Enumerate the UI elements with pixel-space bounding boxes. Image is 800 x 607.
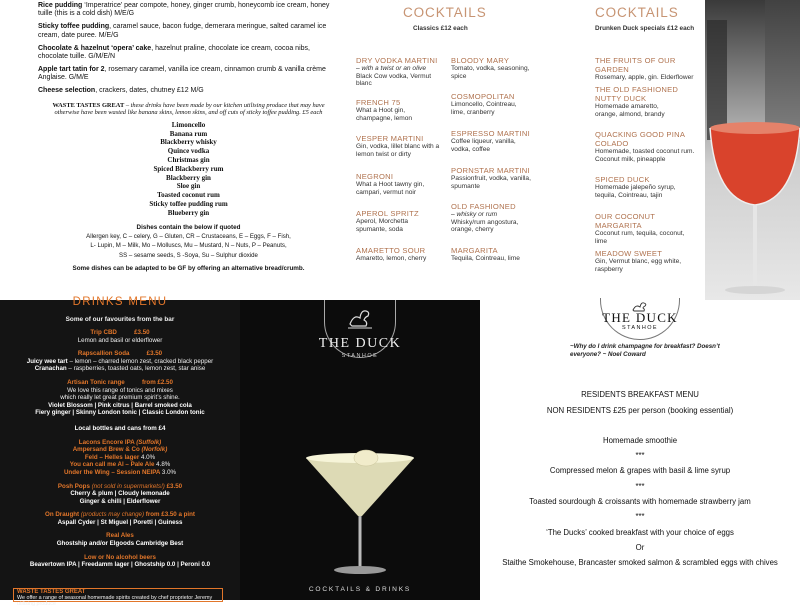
course-separator: *** — [635, 451, 645, 460]
on-draught-section: On Draught (products may change) from £3.50 a pint Aspall Cyder | St Miguel | Poretti | Guiness — [45, 511, 195, 526]
cocktail-item: OUR COCONUT MARGARITA Coconut rum, tequila, coconut, lime — [595, 212, 685, 245]
drunken-duck-subtitle: Drunken Duck specials £12 each — [595, 25, 695, 32]
cocktail-item: APEROL SPRITZ Aperol, Morchetta spumante, soda — [356, 209, 419, 233]
logo-subtitle: STANHOE — [622, 325, 658, 331]
martini-glass-illustration — [300, 418, 420, 583]
spirit-item: Blackberry whisky — [160, 138, 217, 147]
waste-tastes-great-intro: WASTE TASTES GREAT – these drinks have been made by our kitchen utilising produce that may have otherwise have been wasted like banana skins, lemon skins, and off cuts of sticky toffee pudding. £5 each — [52, 101, 325, 117]
breakfast-heading: RESIDENTS BREAKFAST MENU — [581, 390, 699, 399]
spirit-item: Banana rum — [169, 129, 208, 138]
local-bottles-list: Lacons Encore IPA (Suffolk) Ampersand Brew & Co (Norfolk) Feld – Helles lager 4.0% You can call me Al – Pale Ale 4.8% Under the Wing – Session NEIPA 3.0% — [63, 438, 177, 476]
breakfast-or: Or — [635, 543, 645, 552]
dessert-item: Apple tart tatin for 2, rosemary caramel, vanilla ice cream, cinnamon crumb & vanilla crème Anglaise. G/M/E — [38, 65, 326, 82]
artisan-tonic-section: Artisan Tonic range from £2.50 We love this range of tonics and mixes which really let great premium spirit’s shine. Violet Blossom | Pink citrus | Barrel smoked cola Fiery ginger | Skinny London tonic | Classic London tonic — [35, 378, 205, 417]
rapscallion-section: Rapscallion Soda £3.50 Juicy wee tart – lemon – charred lemon zest, cracked black pepper Cranachan – raspberries, toasted oats, lemon zest, star anise — [26, 350, 214, 373]
duck-logo-icon — [346, 306, 374, 330]
cocktail-item: VESPER MARTINI Gin, vodka, lillet blanc with a lemon twist or dirty — [356, 134, 440, 158]
classics-subtitle: Classics £12 each — [413, 25, 468, 32]
cocktail-item: SPICED DUCK Homemade jalepeño syrup, tequila, Cointreau, tajin — [595, 175, 676, 199]
cocktail-item: MEADOW SWEET Gin, Vermut blanc, egg white, raspberry — [595, 249, 682, 273]
course-separator: *** — [635, 512, 645, 521]
cocktail-item: MARGARITA Tequila, Cointreau, lime — [451, 246, 520, 262]
spirit-item: Blueberry gin — [167, 208, 210, 217]
cocktail-item: AMARETTO SOUR Amaretto, lemon, cherry — [356, 246, 427, 262]
spirit-item: Sloe gin — [176, 182, 201, 191]
spirit-item: Limoncello — [171, 120, 206, 129]
drinks-menu-title: DRINKS MENU — [72, 296, 168, 308]
cocktail-item: THE FRUITS OF OUR GARDEN Rosemary, apple, gin. Elderflower — [595, 56, 694, 81]
local-bottles-heading: Local bottles and cans from £4 — [74, 424, 166, 432]
cocktail-photo — [705, 0, 800, 300]
spirit-item: Spiced Blackberry rum — [153, 164, 224, 173]
logo-name: THE DUCK — [318, 336, 402, 351]
cocktail-item: NEGRONI What a Hoot tawny gin, campari, vermut noir — [356, 172, 425, 196]
real-ales-section: Real Ales Ghostship and/or Elgoods Cambridge Best — [56, 532, 184, 548]
breakfast-course: Toasted sourdough & croissants with homemade strawberry jam — [529, 497, 751, 506]
gluten-free-note: Some dishes can be adapted to be GF by offering an alternative bread/crumb. — [72, 265, 305, 273]
breakfast-menu-panel — [480, 300, 800, 600]
cocktail-item: FRENCH 75 What a Hoot gin, champagne, lemon — [356, 98, 413, 122]
spirit-item: Blackberry gin — [166, 173, 211, 182]
posh-pops-section: Posh Pops (not sold in supermarkets!) £3.50 Cherry & plum | Cloudy lemonade Ginger & chilli | Elderflower — [57, 482, 183, 505]
cocktail-item: ESPRESSO MARTINI Coffee liqueur, vanilla, vodka, coffee — [451, 129, 530, 153]
favourites-heading: Some of our favourites from the bar — [65, 316, 175, 323]
homemade-spirits-list — [38, 121, 339, 218]
cocktail-item: THE OLD FASHIONED NUTTY DUCK Homemade amaretto, orange, almond, brandy — [595, 85, 679, 118]
breakfast-course: Compressed melon & grapes with basil & lime syrup — [549, 466, 731, 475]
course-separator: *** — [635, 482, 645, 491]
cocktails-drinks-cover — [240, 300, 480, 600]
low-alcohol-section: Low or No alcohol beers Beavertown IPA | Freedamm lager | Ghostship 0.0 | Peroni 0.0 — [29, 553, 211, 569]
cocktail-item: BLOODY MARY Tomato, vodka, seasoning, spice — [451, 56, 530, 80]
cocktail-glass-illustration — [705, 0, 800, 300]
classics-title: COCKTAILS — [403, 5, 487, 20]
dessert-menu-panel — [0, 0, 345, 300]
dessert-item: Rice pudding ‘Imperatrice’ pear compote, honey, ginger crumb, honeycomb ice cream, honey tuille (this is a cold dish) M/E/G — [38, 2, 330, 18]
breakfast-course: Staithe Smokehouse, Brancaster smoked salmon & scrambled eggs with chives — [502, 558, 778, 567]
breakfast-price-note: NON RESIDENTS £25 per person (booking essential) — [546, 406, 734, 415]
allergen-line: L- Lupin, M – Milk, Mo – Molluscs, Mu – Mustard, N – Nuts, P – Peanuts, — [90, 242, 287, 250]
trip-cbd-section: Trip CBD £3.50 Lemon and basil or elderflower — [77, 329, 163, 344]
cocktail-item: PORNSTAR MARTINI Passionfruit, vodka, vanilla, spumante — [451, 166, 531, 190]
drinks-menu-panel — [0, 296, 240, 607]
allergen-title: Dishes contain the below if quoted — [136, 223, 241, 231]
spirit-item: Quince vodka — [167, 147, 210, 156]
cocktail-item: QUACKING GOOD PINA COLADO Homemade, toasted coconut rum. Coconut milk, pineapple — [595, 130, 695, 163]
breakfast-quote: ~Why do I drink champagne for breakfast? Doesn’t everyone? ~ Noel Coward — [570, 343, 720, 358]
spirit-item: Christmas gin — [167, 156, 210, 165]
cocktail-item: COSMOPOLITAN Limoncello, Cointreau, lime, cranberry — [451, 92, 517, 116]
spirit-item: Sticky toffee pudding rum — [149, 200, 228, 209]
dessert-item: Sticky toffee pudding, caramel sauce, bacon fudge, demerara meringue, salted caramel ice cream, date puree. M/E/G — [38, 23, 327, 39]
breakfast-course: Homemade smoothie — [602, 436, 678, 445]
allergen-line: SS – sesame seeds, S -Soya, Su – Sulphur dioxide — [119, 251, 258, 259]
spirit-item: Toasted coconut rum — [157, 191, 220, 200]
dessert-item: Cheese selection, crackers, dates, chutney £12 M/G — [38, 87, 204, 95]
breakfast-course: ‘The Ducks’ cooked breakfast with your choice of eggs — [546, 528, 734, 537]
logo-name: THE DUCK — [602, 310, 678, 325]
cocktails-panel — [345, 0, 705, 300]
cocktail-item: OLD FASHIONED – whisky or rum Whisky/rum angostura, orange, cherry — [451, 202, 519, 234]
cocktail-item: DRY VODKA MARTINI – with a twist or an olive Black Cow vodka, Vermut blanc — [356, 56, 438, 88]
dessert-item: Chocolate & hazelnut ‘opera’ cake, hazelnut praline, chocolate ice cream, cocoa nibs, chocolate tuille. G/M/E/N — [38, 44, 310, 61]
allergen-line: Allergen key, C – celery, G – Gluten, CR – Crustaceans, E – Eggs, F – Fish, — [86, 233, 291, 241]
drunken-duck-title: COCKTAILS — [595, 5, 679, 20]
allergen-key — [38, 232, 339, 260]
waste-tastes-great-box: WASTE TASTES GREAT We offer a range of seasonal homemade spirits created by chef proprietor Jeremy utilising produce — [13, 588, 223, 602]
cover-footer: COCKTAILS & DRINKS — [308, 586, 412, 593]
logo-subtitle: STANHOE — [341, 353, 379, 359]
